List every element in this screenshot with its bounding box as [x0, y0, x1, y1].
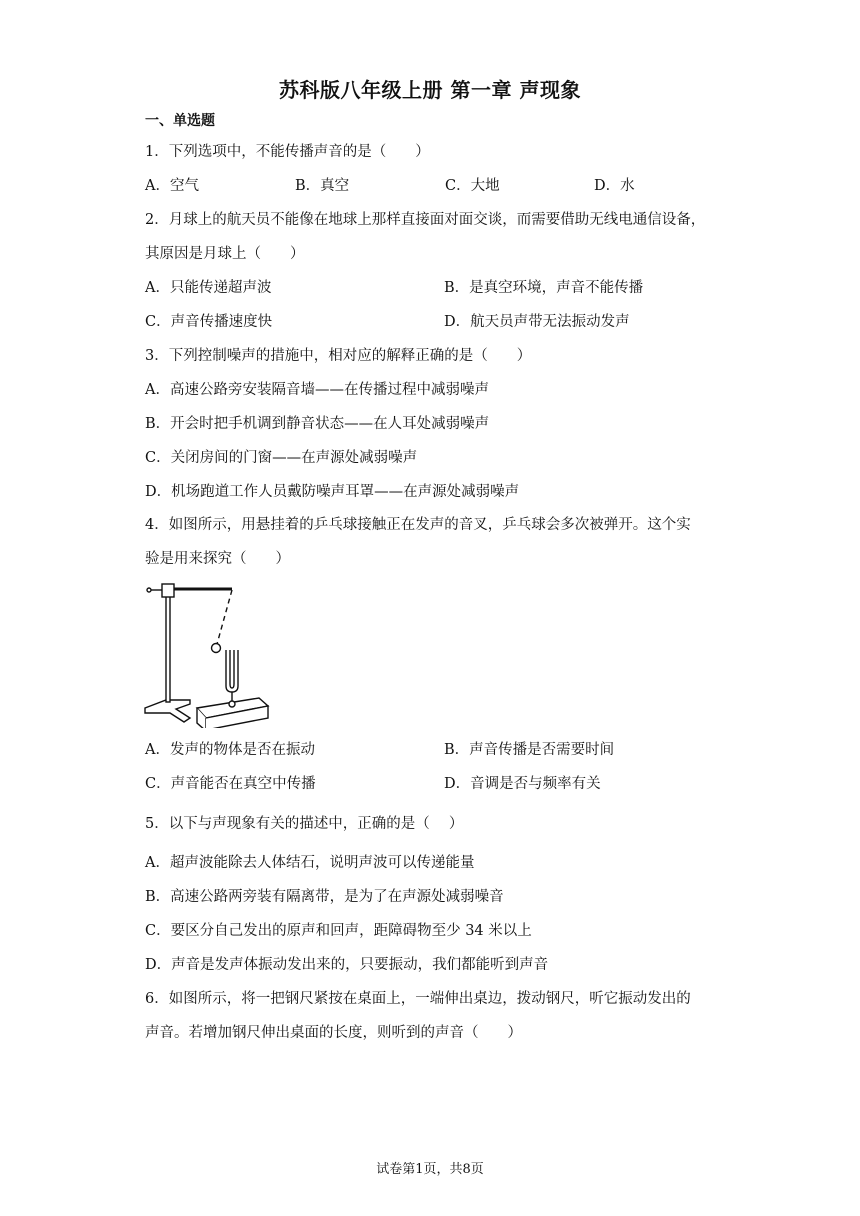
q1-option-c: C．大地	[445, 178, 500, 194]
q3-option-d: D．机场跑道工作人员戴防噪声耳罩——在声源处减弱噪声	[145, 484, 520, 500]
question-4-stem-line1: 4．如图所示，用悬挂着的乒乓球接触正在发声的音叉，乒乓球会多次被弹开。这个实	[145, 517, 691, 533]
question-3-stem: 3．下列控制噪声的措施中，相对应的解释正确的是（ ）	[145, 348, 532, 364]
q1-option-d: D．水	[594, 178, 635, 194]
q3-option-c: C．关闭房间的门窗——在声源处减弱噪声	[145, 450, 418, 466]
q1-option-b: B．真空	[295, 178, 350, 194]
q2-option-a: A．只能传递超声波	[145, 280, 272, 296]
q2-option-b: B．是真空环境，声音不能传播	[444, 280, 644, 296]
q4-option-d: D．音调是否与频率有关	[444, 776, 601, 792]
question-5-stem: 5．以下与声现象有关的描述中，正确的是（ ）	[145, 816, 464, 832]
q1-option-a: A．空气	[145, 178, 199, 194]
question-1-stem: 1．下列选项中，不能传播声音的是（ ）	[145, 144, 430, 160]
q5-option-b: B．高速公路两旁装有隔离带，是为了在声源处减弱噪音	[145, 889, 504, 905]
page-footer: 试卷第1页，共8页	[376, 1162, 484, 1177]
q2-option-c: C．声音传播速度快	[145, 314, 273, 330]
section-heading: 一、单选题	[145, 113, 215, 129]
q4-option-a: A．发声的物体是否在振动	[145, 742, 315, 758]
q3-option-a: A．高速公路旁安装隔音墙——在传播过程中减弱噪声	[145, 382, 489, 398]
q5-option-c: C．要区分自己发出的原声和回声，距障碍物至少 34 米以上	[145, 923, 532, 939]
page-title: 苏科版八年级上册 第一章 声现象	[279, 78, 581, 102]
q4-option-b: B．声音传播是否需要时间	[444, 742, 615, 758]
q2-option-d: D．航天员声带无法振动发声	[444, 314, 630, 330]
question-6-stem-line2: 声音。若增加钢尺伸出桌面的长度，则听到的声音（ ）	[145, 1025, 522, 1041]
q5-option-d: D．声音是发声体振动发出来的，只要振动，我们都能听到声音	[145, 957, 549, 973]
question-2-stem-line2: 其原因是月球上（ ）	[145, 246, 305, 262]
question-4-stem-line2: 验是用来探究（ ）	[145, 551, 290, 567]
question-2-stem-line1: 2．月球上的航天员不能像在地球上那样直接面对面交谈，而需要借助无线电通信设备，	[145, 212, 706, 228]
q4-option-c: C．声音能否在真空中传播	[145, 776, 316, 792]
q5-option-a: A．超声波能除去人体结石，说明声波可以传递能量	[145, 855, 475, 871]
question-6-stem-line1: 6．如图所示，将一把钢尺紧按在桌面上，一端伸出桌边，拨动钢尺，听它振动发出的	[145, 991, 691, 1007]
tuning-fork-figure	[140, 578, 275, 728]
q3-option-b: B．开会时把手机调到静音状态——在人耳处减弱噪声	[145, 416, 490, 432]
